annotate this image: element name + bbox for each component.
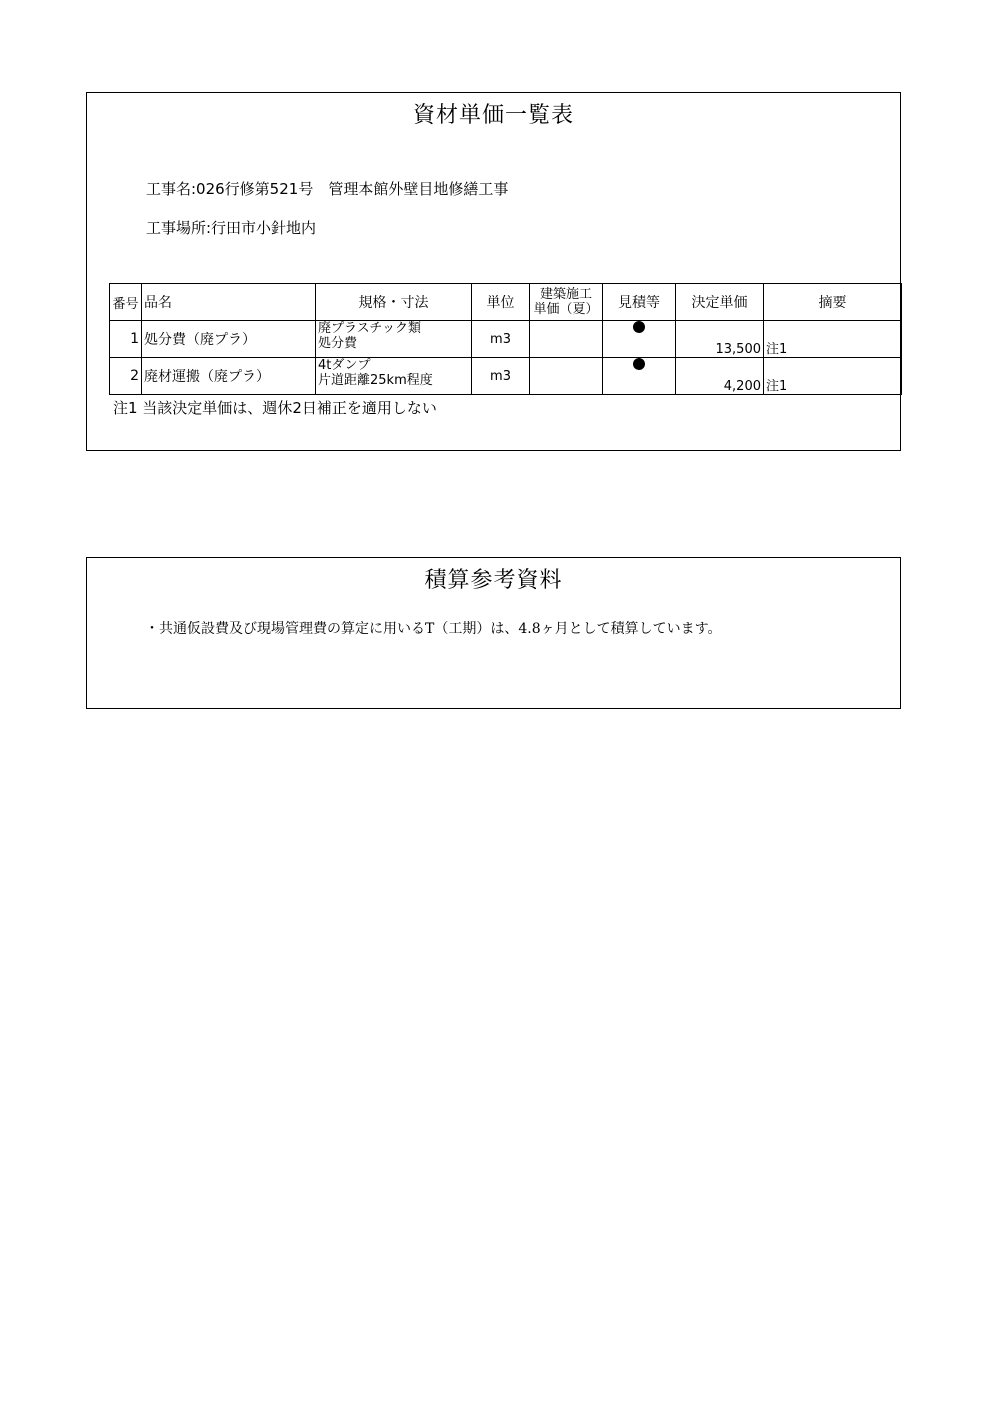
row-price: 4,200 xyxy=(676,358,764,395)
row-unit: m3 xyxy=(472,321,530,358)
price-table xyxy=(109,283,902,395)
reference-text: ・共通仮設費及び現場管理費の算定に用いるT（工期）は、4.8ヶ月として積算しています。 xyxy=(145,621,722,637)
reference-box xyxy=(86,557,901,709)
estimate-dot-icon xyxy=(633,321,645,333)
table-row xyxy=(110,321,902,358)
row-remark: 注1 xyxy=(764,321,902,358)
header-summer-line1: 建築施工 xyxy=(539,287,592,302)
header-remark: 摘要 xyxy=(764,284,902,321)
row-item: 処分費（廃プラ） xyxy=(142,321,316,358)
row-estimate-mark xyxy=(603,321,676,358)
table-header-row xyxy=(110,284,902,321)
row-summer-price xyxy=(530,321,603,358)
estimate-dot-icon xyxy=(633,358,645,370)
table-row xyxy=(110,358,902,395)
header-spec: 規格・寸法 xyxy=(316,284,472,321)
project-place: 工事場所:行田市小針地内 xyxy=(146,219,317,237)
header-summer-line2: 単価（夏） xyxy=(533,302,599,317)
row-unit: m3 xyxy=(472,358,530,395)
row-spec-line2: 処分費 xyxy=(318,336,358,351)
row-spec-line1: 廃プラスチック類 xyxy=(318,321,421,336)
header-item: 品名 xyxy=(142,284,316,321)
row-spec-line1: 4tダンプ xyxy=(318,358,371,373)
header-summer-price xyxy=(530,284,603,321)
row-remark: 注1 xyxy=(764,358,902,395)
table-note: 注1 当該決定単価は、週休2日補正を適用しない xyxy=(113,399,437,417)
row-estimate-mark xyxy=(603,358,676,395)
row-spec xyxy=(316,358,472,395)
reference-title: 積算参考資料 xyxy=(424,568,563,593)
project-name: 工事名:026行修第521号 管理本館外壁目地修繕工事 xyxy=(146,180,509,198)
row-no: 2 xyxy=(110,358,142,395)
row-summer-price xyxy=(530,358,603,395)
header-estimate: 見積等 xyxy=(603,284,676,321)
sheet-title: 資材単価一覧表 xyxy=(412,103,574,128)
row-item: 廃材運搬（廃プラ） xyxy=(142,358,316,395)
row-spec xyxy=(316,321,472,358)
row-price: 13,500 xyxy=(676,321,764,358)
header-price: 決定単価 xyxy=(676,284,764,321)
header-no: 番号 xyxy=(110,284,142,321)
row-spec-line2: 片道距離25km程度 xyxy=(318,373,433,388)
row-no: 1 xyxy=(110,321,142,358)
header-unit: 単位 xyxy=(472,284,530,321)
material-price-list-box xyxy=(86,92,901,451)
